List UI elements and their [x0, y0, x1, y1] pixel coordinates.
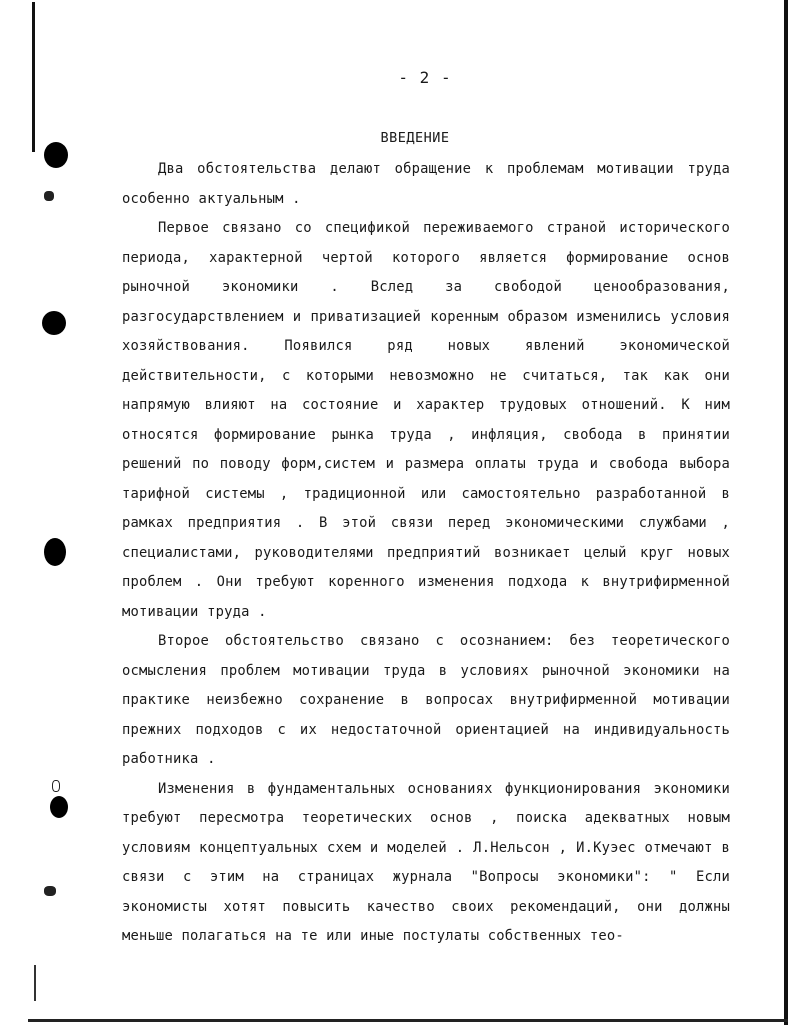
punch-hole	[44, 142, 68, 168]
page-number: - 2 -	[398, 68, 452, 87]
punch-hole	[50, 796, 68, 818]
scan-edge-right	[784, 0, 788, 1025]
section-heading: ВВЕДЕНИЕ	[380, 130, 450, 146]
scan-edge-bottom	[28, 1019, 788, 1022]
punch-mark	[52, 780, 60, 792]
punch-mark	[44, 886, 56, 896]
body-text	[122, 155, 730, 952]
paragraph: Изменения в фундаментальных основаниях функционирования экономики требуют пересмотра теоретических основ , поиска адекватных новым условиям концептуальных схем и моделей . Л.Нельсон , И.Куэес отмечают в связи с этим на страницах журнала "Вопросы экономики": " Если экономисты хотят повысить качество своих рекомендаций, они должны меньше полагаться на те или иные постулаты собственных тео-	[122, 780, 730, 944]
scan-edge-left-lower	[34, 965, 36, 1001]
paragraph: Второе обстоятельство связано с осознанием: без теоретического осмысления проблем мотивации труда в условиях рыночной экономики на практике неизбежно сохранение в вопросах внутрифирменной мотивации прежних подходов с их недостаточной ориентацией на индивидуальность работника .	[122, 633, 730, 767]
paragraph: Первое связано со спецификой переживаемого страной исторического периода, характерной чертой которого является формирование основ рыночной экономики . Вслед за свободой ценообразования, разгосударствлением и приватизацией коренным образом изменились условия хозяйствования. Появился ряд новых явлений экономической действительности, с которыми невозможно не считаться, так как они напрямую влияют на состояние и характер трудовых отношений. К ним относятся формирование рынка труда , инфляция, свобода в принятии решений по поводу форм,систем и размера оплаты труда и свобода выбора тарифной системы , традиционной или самостоятельно разработанной в рамках предприятия . В этой связи перед экономическими службами , специалистами, руководителями предприятий возникает целый круг новых проблем . Они требуют коренного изменения подхода к внутрифирменной мотивации труда .	[122, 220, 730, 620]
punch-hole	[44, 538, 66, 566]
punch-hole	[42, 311, 66, 335]
punch-mark	[44, 191, 54, 201]
scan-edge-left	[32, 2, 35, 152]
paragraph: Два обстоятельства делают обращение к проблемам мотивации труда особенно актуальным .	[122, 161, 730, 207]
